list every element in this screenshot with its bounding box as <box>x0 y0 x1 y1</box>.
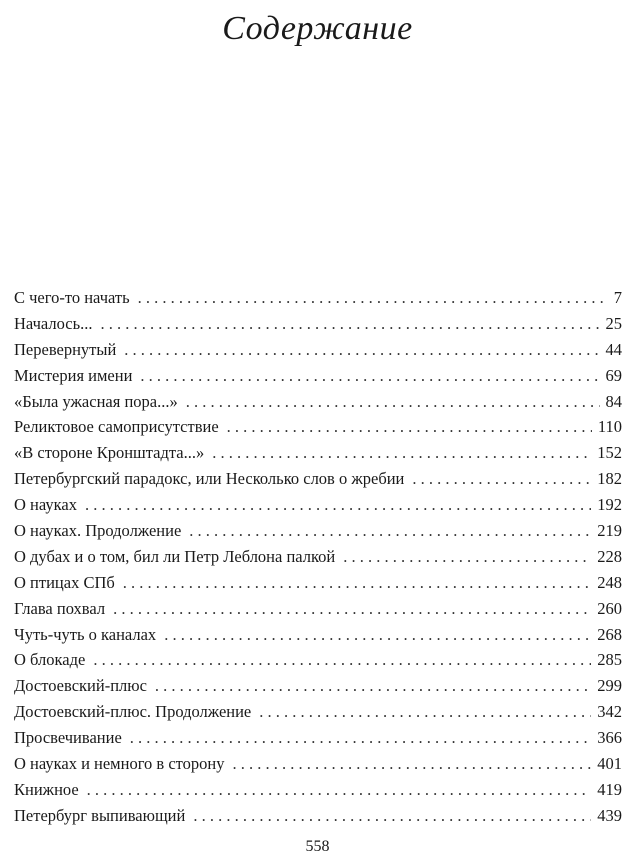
toc-entry-page: 248 <box>597 572 622 592</box>
toc-entry <box>14 389 622 415</box>
toc-entry <box>14 544 622 570</box>
dot-leader <box>87 777 592 803</box>
toc-entry <box>14 518 622 544</box>
dot-leader <box>227 414 592 440</box>
dot-leader <box>189 518 591 544</box>
toc-entry-page: 7 <box>613 288 622 307</box>
toc-entry <box>14 285 622 311</box>
toc-entry <box>14 570 622 596</box>
toc-entry-page: 285 <box>597 650 622 670</box>
toc-entry-page: 299 <box>597 676 622 696</box>
toc-entry-page: 25 <box>605 313 622 333</box>
toc-entry-title: «Была ужасная пора...» <box>14 391 178 411</box>
toc-entry <box>14 647 622 673</box>
toc-entry-page: 268 <box>597 624 622 644</box>
toc-entry-page: 182 <box>597 469 622 489</box>
toc-entry-title: Петербургский парадокс, или Несколько слов о жребии <box>14 469 405 489</box>
toc-entry-title: Перевернутый <box>14 339 117 359</box>
toc-entry-title: Глава похвал <box>14 598 106 618</box>
dot-leader <box>123 570 591 596</box>
toc-entry-page: 228 <box>597 546 622 566</box>
toc-entry <box>14 414 622 440</box>
toc-entry-title: С чего-то начать <box>14 288 130 307</box>
toc-entry-title: О блокаде <box>14 650 86 670</box>
toc-entry-title: Достоевский-плюс. Продолжение <box>14 702 252 722</box>
toc-entry <box>14 803 622 829</box>
toc-entry-page: 84 <box>605 391 622 411</box>
dot-leader <box>130 725 591 751</box>
toc-entry-title: О дубах и о том, бил ли Петр Леблона палкой <box>14 546 336 566</box>
dot-leader <box>93 647 591 673</box>
toc-entry-page: 69 <box>605 365 622 385</box>
dot-leader <box>412 466 591 492</box>
toc-entry-title: Просвечивание <box>14 728 122 748</box>
dot-leader <box>140 363 599 389</box>
toc-entry-title: О птицах СПб <box>14 572 115 592</box>
toc-entry <box>14 311 622 337</box>
dot-leader <box>100 311 599 337</box>
toc-entry-title: О науках. Продолжение <box>14 521 182 541</box>
toc-entry-page: 260 <box>597 598 622 618</box>
toc-entry <box>14 596 622 622</box>
dot-leader <box>113 596 591 622</box>
dot-leader <box>259 699 591 725</box>
page-title: Содержание <box>222 10 413 47</box>
toc-entry-title: Чуть-чуть о каналах <box>14 624 157 644</box>
toc-entry-page: 401 <box>597 754 622 774</box>
toc-entry-page: 366 <box>597 728 622 748</box>
toc-entry-page: 419 <box>597 779 622 799</box>
toc-entry-title: Началось... <box>14 313 93 333</box>
toc-entry <box>14 363 622 389</box>
dot-leader <box>155 673 591 699</box>
toc-entry-title: О науках <box>14 495 77 515</box>
toc-entry <box>14 725 622 751</box>
toc-entry-title: «В стороне Кронштадта...» <box>14 443 205 463</box>
toc-entry-page: 342 <box>597 702 622 722</box>
toc-entry-page: 439 <box>597 805 622 825</box>
dot-leader <box>193 803 591 829</box>
dot-leader <box>85 492 591 518</box>
toc-entry <box>14 777 622 803</box>
toc-entry <box>14 699 622 725</box>
toc-entry-title: Достоевский-плюс <box>14 676 147 696</box>
toc-entry <box>14 440 622 466</box>
dot-leader <box>343 544 591 570</box>
toc-entry-page: 192 <box>597 495 622 515</box>
table-of-contents <box>14 285 622 829</box>
dot-leader <box>138 285 608 311</box>
toc-entry <box>14 492 622 518</box>
toc-entry-page: 110 <box>597 417 622 437</box>
page-number: 558 <box>305 838 330 855</box>
toc-entry <box>14 337 622 363</box>
dot-leader <box>233 751 592 777</box>
toc-entry <box>14 466 622 492</box>
dot-leader <box>164 622 591 648</box>
toc-entry-title: Реликтовое самоприсутствие <box>14 417 219 437</box>
toc-entry <box>14 751 622 777</box>
dot-leader <box>186 389 600 415</box>
toc-entry-title: Книжное <box>14 779 79 799</box>
toc-entry <box>14 622 622 648</box>
toc-entry-title: О науках и немного в сторону <box>14 754 225 774</box>
toc-entry-title: Мистерия имени <box>14 365 133 385</box>
toc-entry-page: 152 <box>597 443 622 463</box>
dot-leader <box>124 337 599 363</box>
toc-entry-page: 219 <box>597 521 622 541</box>
toc-entry-title: Петербург выпивающий <box>14 805 186 825</box>
toc-entry <box>14 673 622 699</box>
dot-leader <box>212 440 591 466</box>
toc-entry-page: 44 <box>605 339 622 359</box>
